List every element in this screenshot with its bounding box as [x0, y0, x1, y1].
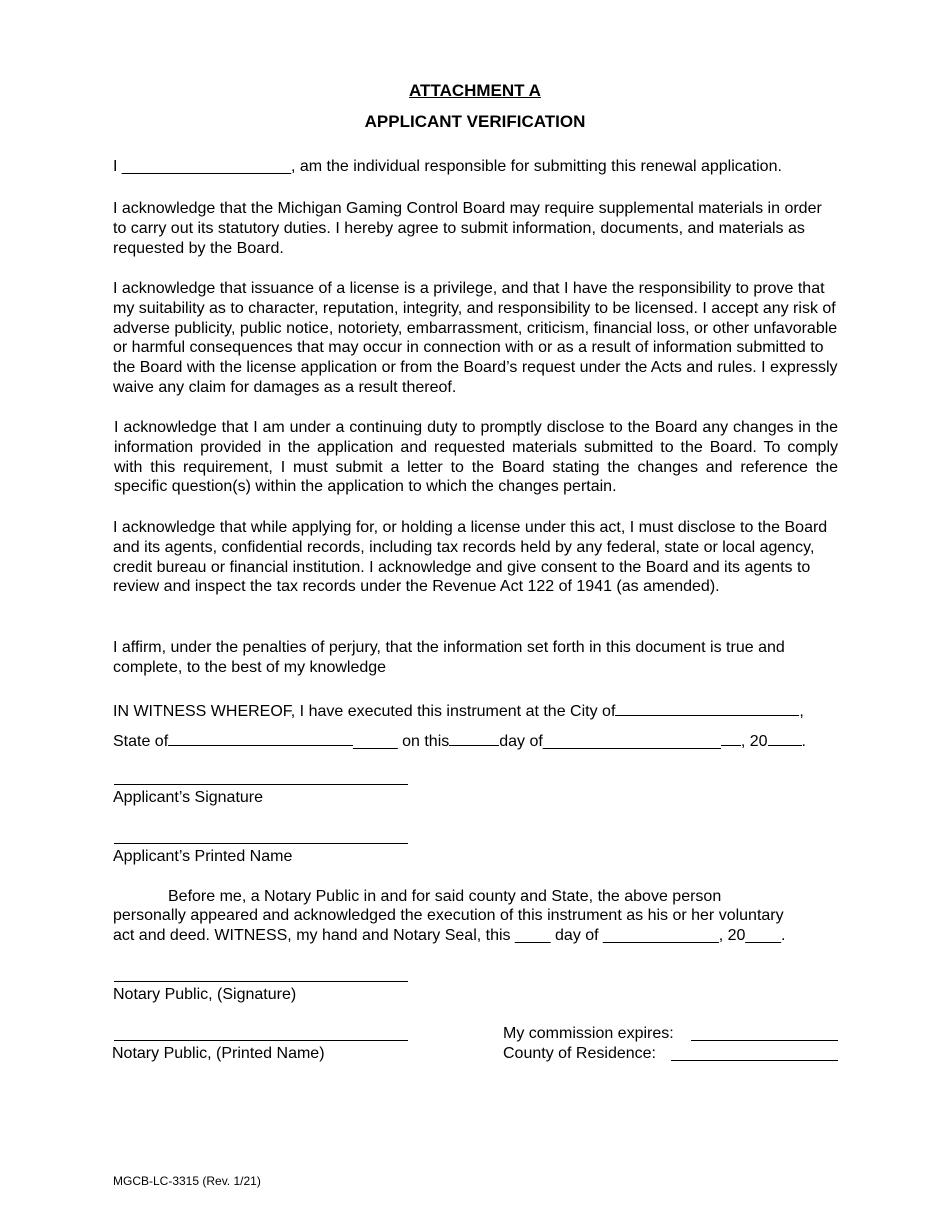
- document-title: ATTACHMENT A: [409, 81, 541, 100]
- witness-date-line: [113, 730, 806, 752]
- county-of-residence-label: County of Residence:: [503, 1045, 656, 1062]
- applicant-name-statement: [113, 157, 839, 177]
- city-blank[interactable]: [615, 700, 799, 716]
- statement-prefix: I: [113, 158, 118, 175]
- month-blank[interactable]: ____________________: [542, 733, 721, 750]
- witness-city-text: IN WITNESS WHEREOF, I have executed this instrument at the City of: [113, 703, 616, 720]
- notary-paragraph-line-3: act and deed. WITNESS, my hand and Notary Seal, this ____ day of _____________, 20____.: [113, 927, 786, 944]
- applicant-name-blank[interactable]: ___________________: [121, 158, 291, 175]
- commission-expires-blank[interactable]: [691, 1040, 838, 1041]
- day-of-label: day of: [499, 733, 543, 750]
- supplemental-materials-paragraph: I acknowledge that the Michigan Gaming Control Board may require supplemental materials in order to carry out its statutory duties. I hereby agree to submit information, documents, and materials as requested by the Board.: [113, 200, 822, 257]
- applicant-signature-label: Applicant’s Signature: [113, 789, 264, 806]
- applicant-signature-line[interactable]: [114, 784, 408, 785]
- continuing-duty-paragraph: I acknowledge that I am under a continuing duty to promptly disclose to the Board any changes in the information provided in the application and requested materials submitted to the Board. To comply with this requirement, I must submit a letter to the Board stating the changes and reference the specific question(s) within the application to which the changes pertain.: [114, 419, 838, 496]
- document-subtitle: APPLICANT VERIFICATION: [364, 112, 586, 131]
- notary-paragraph-line-2: personally appeared and acknowledged the execution of this instrument as his or her voluntary: [113, 907, 784, 924]
- date-period: .: [801, 733, 806, 750]
- month-blank-extension: [721, 730, 741, 746]
- notary-signature-line[interactable]: [114, 981, 408, 982]
- state-blank[interactable]: [168, 730, 353, 746]
- statement-suffix: , am the individual responsible for submitting this renewal application.: [290, 158, 782, 175]
- tax-records-paragraph: I acknowledge that while applying for, or holding a license under this act, I must disclose to the Board and its agents, confidential records, including tax records held by any federal, state or local agency, credit bureau or financial institution. I acknowledge and give consent to the Board and its agents to review and inspect the tax records under the Revenue Act 122 of 1941 (as amended).: [113, 519, 828, 596]
- commission-expires-label: My commission expires:: [503, 1025, 674, 1042]
- witness-city-line: [113, 700, 804, 722]
- privilege-paragraph: I acknowledge that issuance of a license is a privilege, and that I have the responsibility to prove that my suitability as to character, reputation, integrity, and responsibility to be licensed. I accept any risk of adverse publicity, public notice, notoriety, embarrassment, criticism, financial loss, or other unfavorable or harmful consequences that may occur in connection with or as a result of information submitted to the Board with the license application or from the Board’s request under the Acts and rules. I expressly waive any claim for damages as a result thereof.: [113, 280, 838, 396]
- applicant-printed-name-label: Applicant’s Printed Name: [113, 848, 293, 865]
- county-of-residence-blank[interactable]: [671, 1060, 838, 1061]
- day-number-blank[interactable]: [449, 730, 499, 746]
- notary-printed-name-line[interactable]: [114, 1040, 408, 1041]
- witness-city-comma: ,: [799, 703, 804, 720]
- perjury-paragraph: I affirm, under the penalties of perjury, that the information set forth in this document is true and complete, to the best of my knowledge: [113, 639, 785, 676]
- notary-signature-label: Notary Public, (Signature): [113, 986, 297, 1003]
- state-of-label: State of: [113, 733, 169, 750]
- notary-paragraph-line-1: Before me, a Notary Public in and for said county and State, the above person: [168, 888, 722, 905]
- applicant-printed-name-line[interactable]: [114, 843, 408, 844]
- notary-printed-name-label: Notary Public, (Printed Name): [112, 1045, 325, 1062]
- year-prefix: , 20: [740, 733, 768, 750]
- state-extra-blank: _____: [353, 733, 398, 750]
- on-this-label: on this: [397, 733, 450, 750]
- year-blank[interactable]: [768, 730, 802, 746]
- form-id-footer: MGCB-LC-3315 (Rev. 1/21): [113, 1174, 261, 1188]
